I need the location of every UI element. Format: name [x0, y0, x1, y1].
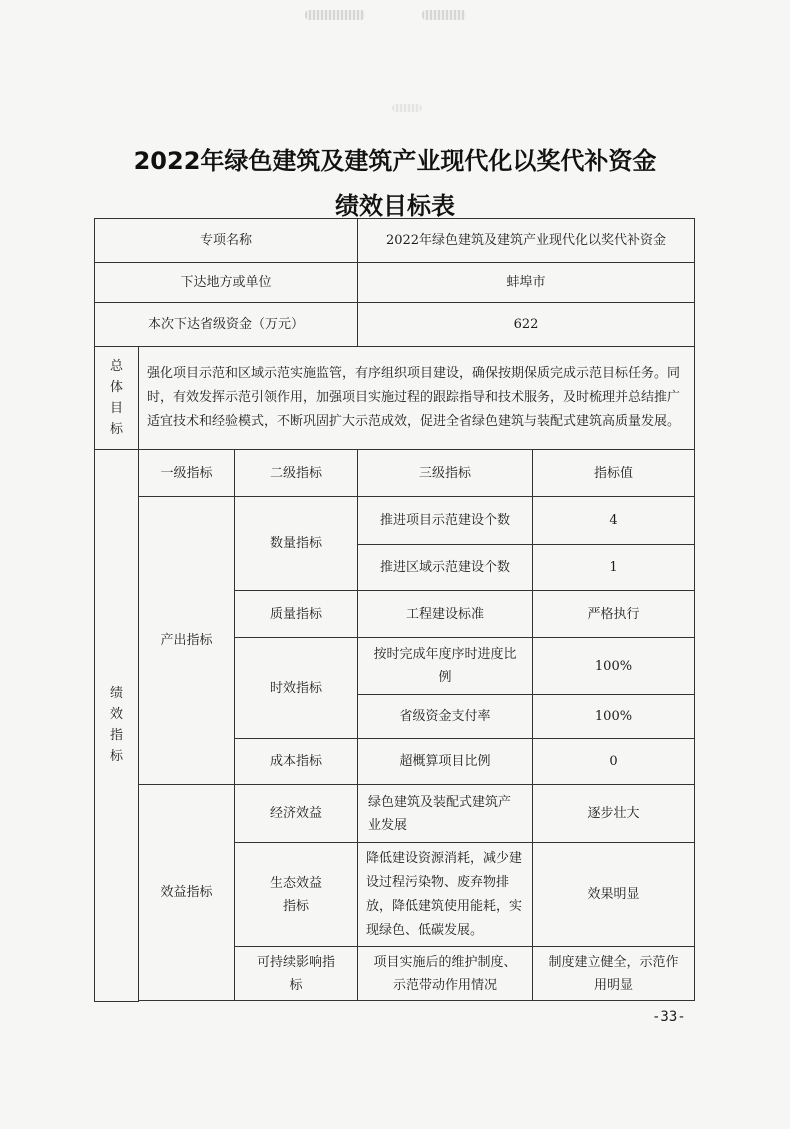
time-indicator-label: 时效指标 [235, 638, 358, 739]
third-level-indicator: 绿色建筑及装配式建筑产业发展 [358, 785, 533, 843]
ecological-benefit-label: 生态效益指标 [235, 843, 358, 947]
economic-benefit-label: 经济效益 [235, 785, 358, 843]
document-subtitle: 绩效目标表 [335, 192, 455, 220]
scan-artifact [422, 10, 466, 20]
cost-indicator-label: 成本指标 [235, 739, 358, 785]
scan-artifact [305, 10, 365, 20]
performance-target-table [94, 218, 695, 1002]
indicator-value: 100% [533, 638, 695, 695]
overall-goal-label: 总 体 目 标 [95, 347, 139, 450]
third-level-indicator: 省级资金支付率 [358, 695, 533, 739]
quality-indicator-label: 质量指标 [235, 591, 358, 638]
indicator-value: 严格执行 [533, 591, 695, 638]
info-row [95, 263, 695, 303]
third-level-indicator: 推进区域示范建设个数 [358, 545, 533, 591]
third-level-indicator: 按时完成年度序时进度比例 [358, 638, 533, 695]
indicator-row [95, 785, 695, 843]
indicator-value: 效果明显 [533, 843, 695, 947]
indicator-value: 4 [533, 497, 695, 545]
header-level2: 二级指标 [235, 450, 358, 497]
page-number: -33- [652, 1009, 686, 1025]
indicator-value: 0 [533, 739, 695, 785]
overall-goal-row [95, 347, 695, 450]
third-level-indicator: 项目实施后的维护制度、示范带动作用情况 [358, 947, 533, 1001]
indicator-value: 逐步壮大 [533, 785, 695, 843]
header-value: 指标值 [533, 450, 695, 497]
document-title: 2022年绿色建筑及建筑产业现代化以奖代补资金 [133, 147, 657, 175]
info-label: 本次下达省级资金（万元） [95, 303, 358, 347]
sustainable-impact-label: 可持续影响指标 [235, 947, 358, 1001]
info-row [95, 303, 695, 347]
quantity-indicator-label: 数量指标 [235, 497, 358, 591]
indicator-header-row [95, 450, 695, 497]
info-label: 专项名称 [95, 219, 358, 263]
third-level-indicator: 工程建设标准 [358, 591, 533, 638]
header-level3: 三级指标 [358, 450, 533, 497]
performance-label: 绩 效 指 标 [95, 450, 139, 1002]
third-level-indicator: 超概算项目比例 [358, 739, 533, 785]
info-value: 622 [358, 303, 695, 347]
info-label: 下达地方或单位 [95, 263, 358, 303]
benefit-indicator-label: 效益指标 [139, 785, 235, 1001]
indicator-value: 1 [533, 545, 695, 591]
scan-artifact [392, 104, 422, 112]
info-value: 蚌埠市 [358, 263, 695, 303]
indicator-row [95, 497, 695, 545]
third-level-indicator: 推进项目示范建设个数 [358, 497, 533, 545]
info-row [95, 219, 695, 263]
spacer-row [95, 1001, 695, 1002]
info-value: 2022年绿色建筑及建筑产业现代化以奖代补资金 [358, 219, 695, 263]
indicator-value: 制度建立健全，示范作用明显 [533, 947, 695, 1001]
third-level-indicator: 降低建设资源消耗，减少建设过程污染物、废弃物排放，降低建筑使用能耗，实现绿色、低碳发展。 [358, 843, 533, 947]
overall-goal-text: 强化项目示范和区域示范实施监管，有序组织项目建设，确保按期保质完成示范目标任务。同时，有效发挥示范引领作用，加强项目实施过程的跟踪指导和技术服务，及时梳理并总结推广适宜技术和经验模式，不断巩固扩大示范成效，促进全省绿色建筑与装配式建筑高质量发展。 [139, 347, 695, 450]
indicator-value: 100% [533, 695, 695, 739]
output-indicator-label: 产出指标 [139, 497, 235, 785]
header-level1: 一级指标 [139, 450, 235, 497]
